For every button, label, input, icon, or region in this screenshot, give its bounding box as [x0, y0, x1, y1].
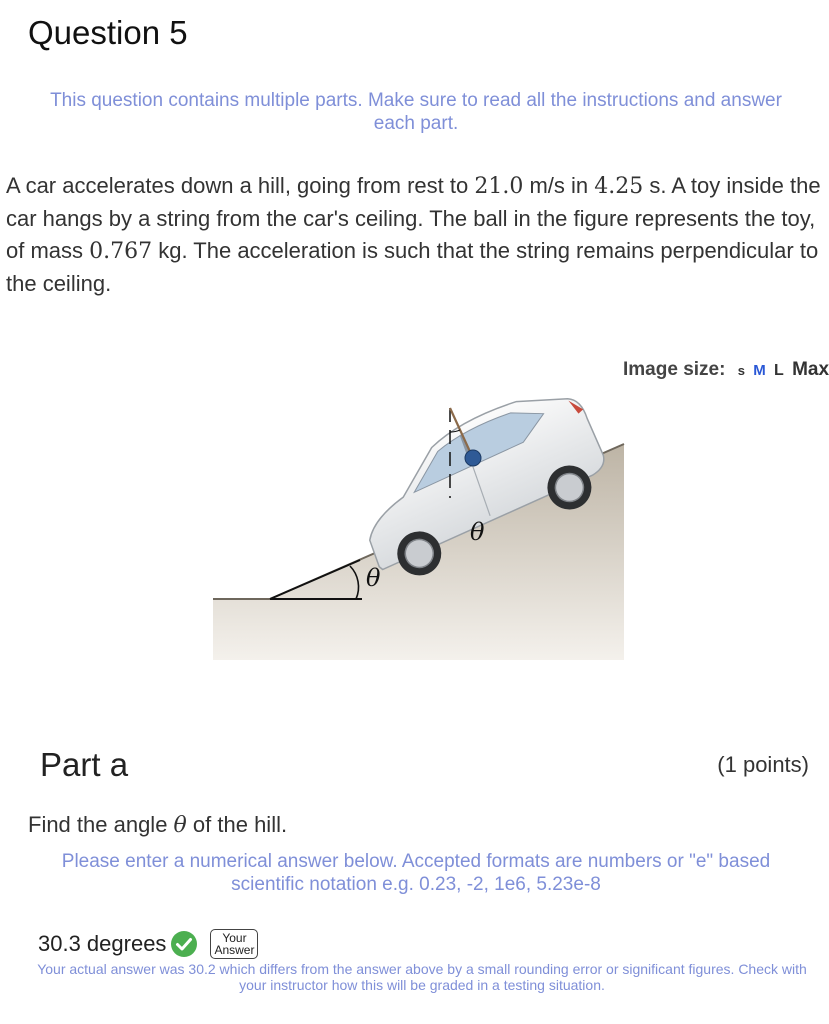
problem-text-1: A car accelerates down a hill, going from rest to	[6, 173, 475, 198]
string-angle-label: θ	[470, 518, 485, 546]
submitted-answer-value: 30.3 degrees	[38, 931, 167, 956]
your-answer-line2: Answer	[214, 943, 255, 957]
image-size-s[interactable]: s	[737, 363, 745, 378]
correct-check-icon	[170, 930, 198, 958]
image-size-l[interactable]: L	[774, 362, 784, 379]
part-a-points: (1 points)	[717, 752, 809, 777]
submitted-answer-row	[38, 928, 258, 960]
prompt-text-after: of the hill.	[186, 812, 288, 837]
speed-value: 21.0	[474, 174, 524, 199]
answer-format-instructions: Please enter a numerical answer below. Accepted formats are numbers or "e" based scientific notation e.g. 0.23, -2, 1e6, 5.23e-8	[61, 851, 771, 895]
image-size-max[interactable]: Max	[792, 359, 829, 380]
question-instructions: This question contains multiple parts. Make sure to read all the instructions and answer each part.	[50, 90, 782, 134]
problem-text-3: s. A toy inside the car hangs by a string from the car's ceiling. The ball in the figure represents the toy, of mass	[6, 173, 821, 263]
toy-ball	[465, 450, 481, 466]
image-size-m[interactable]: M	[753, 362, 766, 379]
hill-angle-label: θ	[366, 564, 381, 592]
prompt-text-before: Find the angle	[28, 812, 174, 837]
rounding-note: Your actual answer was 30.2 which differs from the answer above by a small rounding error or significant figures. Check with your instructor how this will be graded in a testing situation.	[37, 961, 807, 993]
problem-statement	[6, 170, 821, 300]
car-on-hill-figure	[200, 370, 640, 660]
image-size-selector	[623, 359, 829, 381]
mass-value: 0.767	[89, 239, 153, 264]
time-value: 4.25	[594, 174, 644, 199]
question-title: Question 5	[28, 14, 188, 51]
part-a-prompt	[28, 812, 287, 838]
problem-text-2: m/s in	[523, 173, 595, 198]
your-answer-line1: Your	[222, 931, 247, 945]
part-a-title: Part a	[40, 746, 129, 783]
your-answer-button[interactable]	[210, 929, 258, 959]
problem-text-4: kg. The acceleration is such that the string remains perpendicular to the ceiling.	[6, 238, 819, 296]
prompt-theta: θ	[173, 813, 187, 838]
image-size-label: Image size:	[623, 359, 726, 380]
